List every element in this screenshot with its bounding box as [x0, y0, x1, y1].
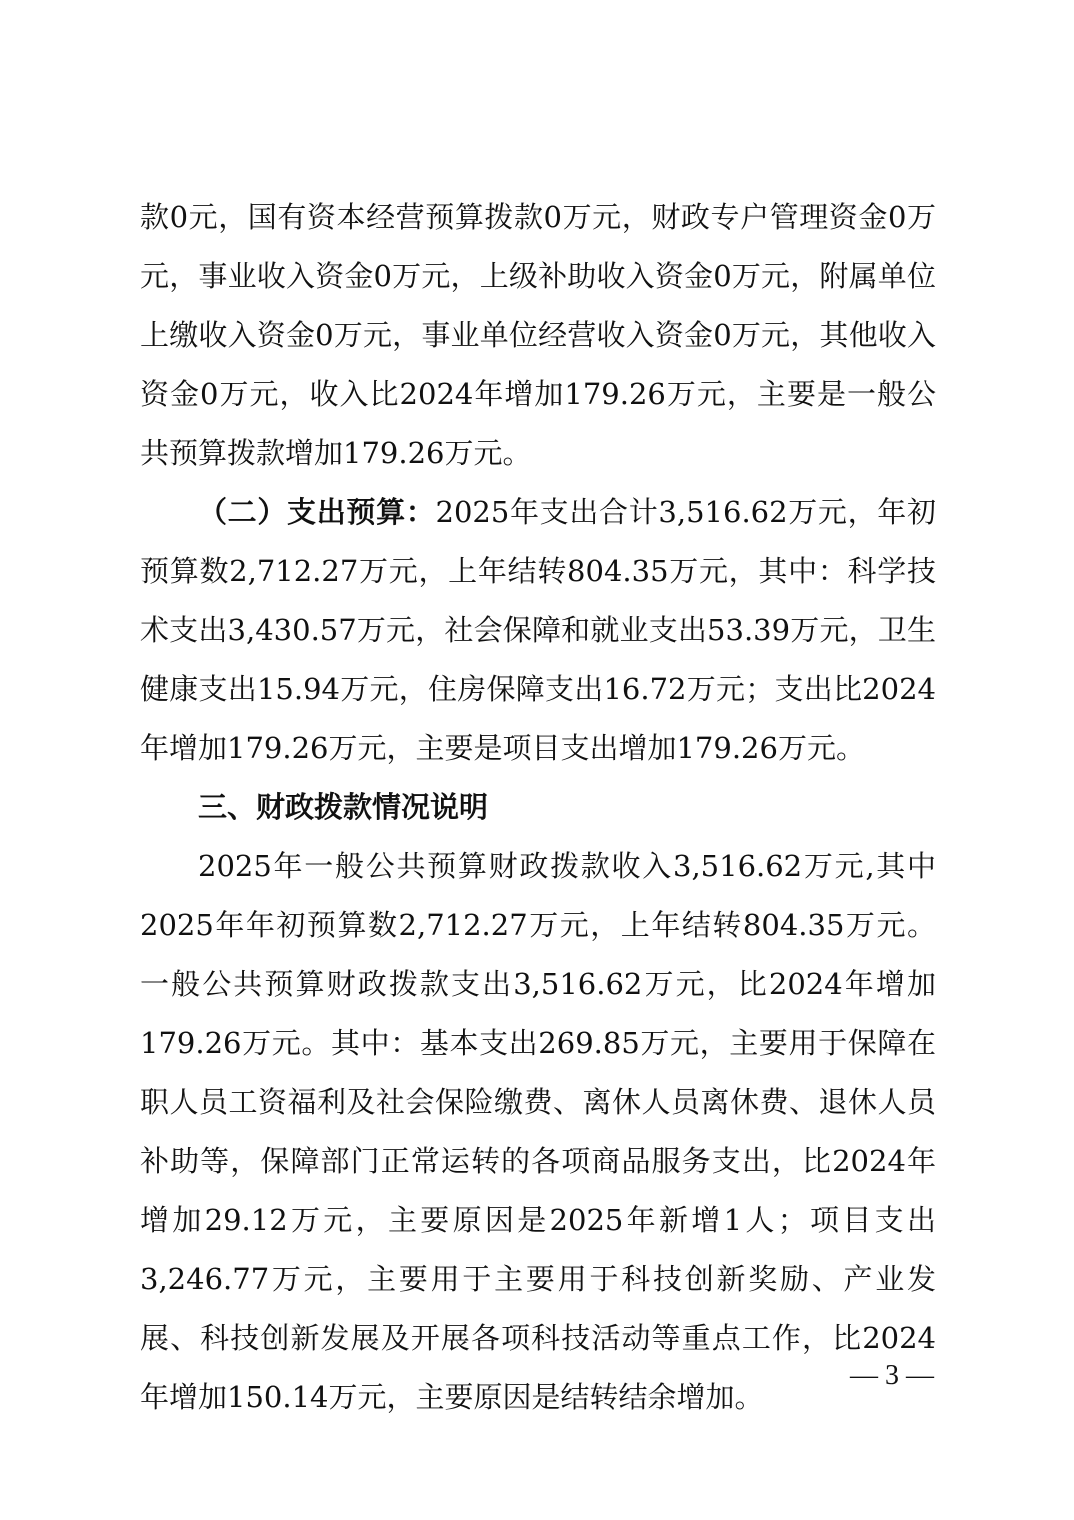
section-heading: 三、财政拨款情况说明 [198, 790, 489, 824]
expenditure-budget-text: 2025年支出合计3,516.62万元，年初预算数2,712.27万元，上年结转804.35万元，其中：科学技术支出3,430.57万元，社会保障和就业支出53.39万元，卫生健康支出15.94万元，住房保障支出16.72万元；支出比2024年增加179.26万元，主要是项目支出增加179.26万元。 [140, 495, 936, 765]
paragraph-appropriation: 2025年一般公共预算财政拨款收入3,516.62万元,其中2025年年初预算数2,712.27万元，上年结转804.35万元。一般公共预算财政拨款支出3,516.62万元，比2024年增加179.26万元。其中：基本支出269.85万元，主要用于保障在职人员工资福利及社会保险缴费、离休人员离休费、退休人员补助等，保障部门正常运转的各项商品服务支出，比2024年增加29.12万元，主要原因是2025年新增1人；项目支出3,246.77万元，主要用于主要用于科技创新奖励、产业发展、科技创新发展及开展各项科技活动等重点工作，比2024年增加150.14万元，主要原因是结转结余增加。 [140, 849, 936, 1414]
paragraph-expenditure-budget [140, 483, 936, 778]
paragraph-income-continuation: 款0元，国有资本经营预算拨款0万元，财政专户管理资金0万元，事业收入资金0万元，上级补助收入资金0万元，附属单位上缴收入资金0万元，事业单位经营收入资金0万元，其他收入资金0万元，收入比2024年增加179.26万元，主要是一般公共预算拨款增加179.26万元。 [140, 200, 936, 470]
expenditure-budget-label: （二）支出预算： [198, 495, 436, 529]
page-number: — 3 — [850, 1360, 934, 1391]
document-body [140, 188, 936, 1427]
